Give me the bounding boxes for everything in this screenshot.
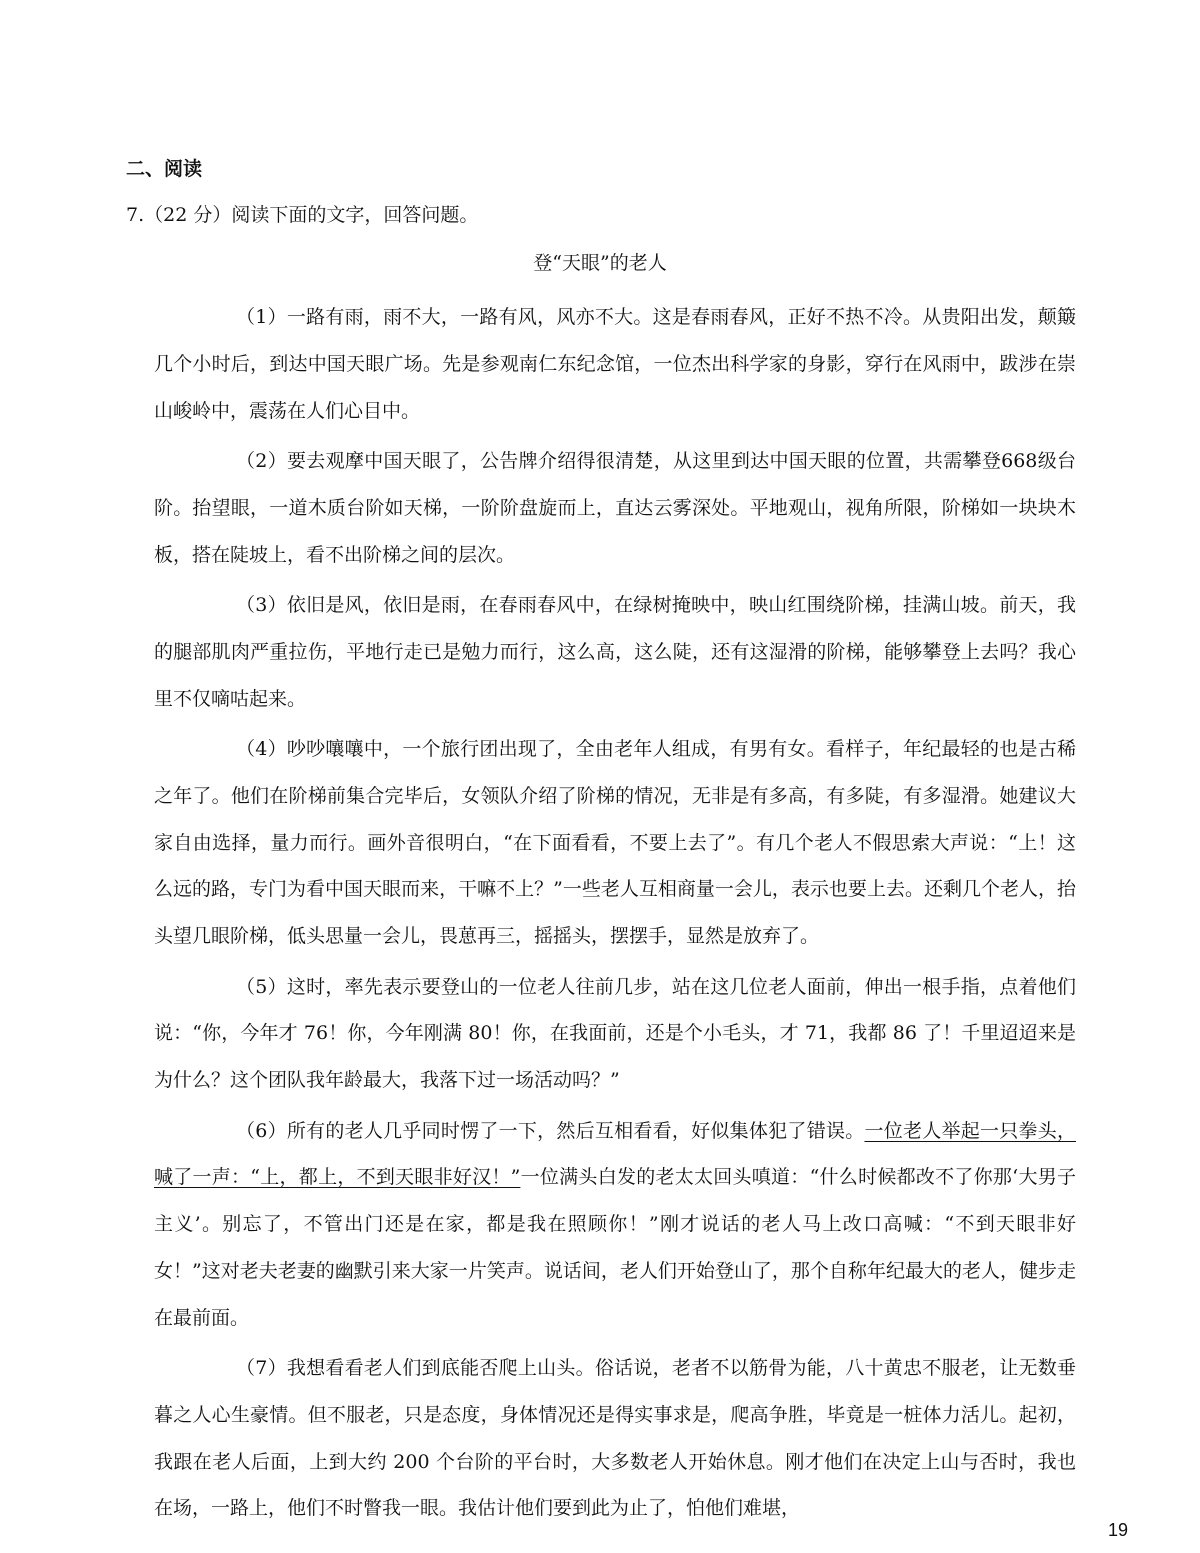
section-heading: 二、阅读 — [126, 158, 203, 180]
question-prompt: 阅读下面的文字，回答问题。 — [231, 204, 479, 226]
paragraph-6 — [154, 1108, 1076, 1342]
underlined-sentence: 一位老人举起一只拳头，喊了一声：“上，都上，不到天眼非好汉！” — [154, 1119, 1076, 1189]
paragraph-4: （4）吵吵嚷嚷中，一个旅行团出现了，全由老年人组成，有男有女。看样子，年纪最轻的也是古稀之年了。他们在阶梯前集合完毕后，女领队介绍了阶梯的情况，无非是有多高，有多陡，有多湿滑。她建议大家自由选择，量力而行。画外音很明白，“在下面看看，不要上去了”。有几个老人不假思索大声说：“上！这么远的路，专门为看中国天眼而来，干嘛不上？”一些老人互相商量一会儿，表示也要上去。还剩几个老人，抬头望几眼阶梯，低头思量一会儿，畏葸再三，摇摇头，摆摆手，显然是放弃了。 — [154, 737, 1076, 948]
paragraph-3: （3）依旧是风，依旧是雨，在春雨春风中，在绿树掩映中，映山红围绕阶梯，挂满山坡。前天，我的腿部肌肉严重拉伤，平地行走已是勉力而行，这么高，这么陡，还有这湿滑的阶梯，能够攀登上去吗？我心里不仅嘀咕起来。 — [154, 593, 1076, 710]
question-stem — [126, 200, 478, 230]
paragraph-2: （2）要去观摩中国天眼了，公告牌介绍得很清楚，从这里到达中国天眼的位置，共需攀登668级台阶。抬望眼，一道木质台阶如天梯，一阶阶盘旋而上，直达云雾深处。平地观山，视角所限，阶梯如一块块木板，搭在陡坡上，看不出阶梯之间的层次。 — [154, 449, 1076, 566]
question-number: 7. — [126, 204, 145, 226]
page-number: 19 — [1108, 1520, 1129, 1540]
question-score: （22 分） — [144, 204, 232, 226]
article-body — [154, 294, 1076, 1536]
paragraph-6-lead: （6）所有的老人几乎同时愣了一下，然后互相看看，好似集体犯了错误。 — [236, 1119, 865, 1142]
paragraph-1: （1）一路有雨，雨不大，一路有风，风亦不大。这是春雨春风，正好不热不冷。从贵阳出发，颠簸几个小时后，到达中国天眼广场。先是参观南仁东纪念馆，一位杰出科学家的身影，穿行在风雨中，跋涉在崇山峻岭中，震荡在人们心目中。 — [154, 306, 1076, 422]
paragraph-7: （7）我想看看老人们到底能否爬上山头。俗话说，老者不以筋骨为能，八十黄忠不服老，让无数垂暮之人心生豪情。但不服老，只是态度，身体情况还是得实事求是，爬高争胜，毕竟是一桩体力活儿。起初，我跟在老人后面，上到大约 200 个台阶的平台时，大多数老人开始休息。刚才他们在决定上山与否时，我也在场，一路上，他们不时瞥我一眼。我估计他们要到此为止了，怕他们难堪， — [154, 1357, 1076, 1520]
paragraph-6-rest: 一位满头白发的老太太回头嗔道：“什么时候都改不了你那‘大男子主义’。别忘了，不管出门还是在家，都是我在照顾你！”刚才说话的老人马上改口高喊：“不到天眼非好女！”这对老夫老妻的幽默引来大家一片笑声。说话间，老人们开始登山了，那个自称年纪最大的老人，健步走在最前面。 — [154, 1166, 1076, 1329]
article-title: 登“天眼”的老人 — [533, 252, 667, 274]
paragraph-5: （5）这时，率先表示要登山的一位老人往前几步，站在这几位老人面前，伸出一根手指，点着他们说：“你，今年才 76！你，今年刚满 80！你，在我面前，还是个小毛头，才 71，我都 86 了！千里迢迢来是为什么？这个团队我年龄最大，我落下过一场活动吗？” — [154, 975, 1076, 1092]
